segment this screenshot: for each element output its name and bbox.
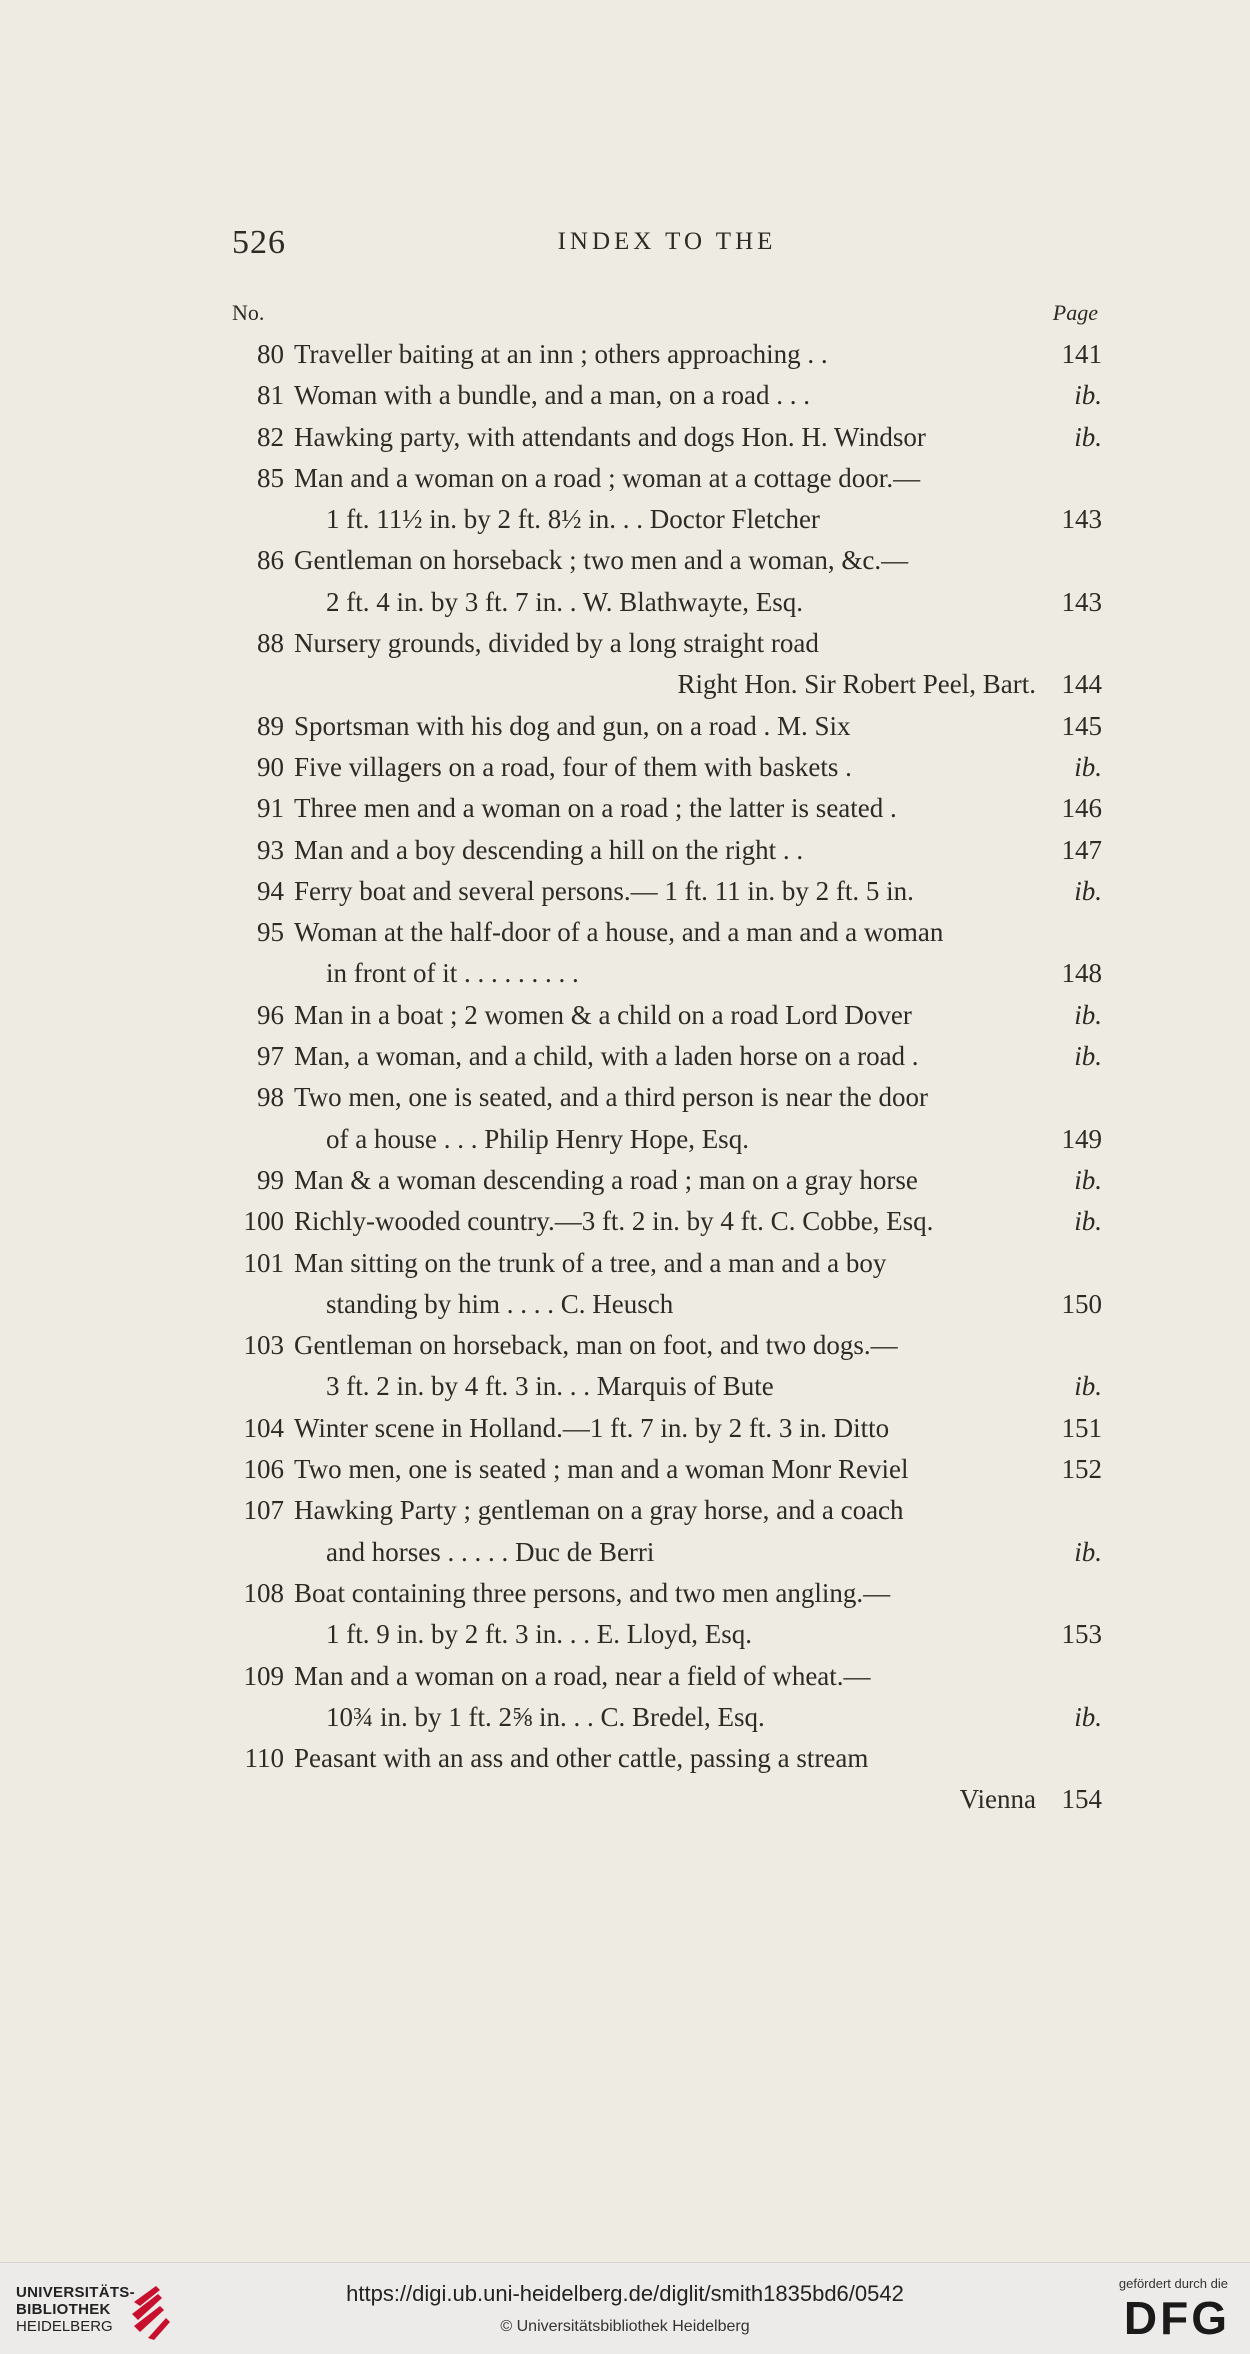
entry-number: 91 [257,793,284,824]
entry-text: 2 ft. 4 in. by 3 ft. 7 in. . W. Blathwayte, Esq. [326,586,803,617]
index-line [232,1325,1102,1366]
entry-text: Gentleman on horseback ; two men and a woman, &c.— [294,545,909,576]
index-line [232,334,1102,375]
entry-text: Vienna [959,1784,1036,1815]
entry-page-ref: 152 [1061,1454,1102,1485]
entry-page-ref: 143 [1061,586,1102,617]
viewer-footer [0,2262,1250,2354]
entry-page-ref: ib. [1074,1041,1102,1072]
entry-text: 10¾ in. by 1 ft. 2⅝ in. . . C. Bredel, Esq. [326,1701,765,1732]
index-entries [232,334,1102,1821]
index-line [232,1201,1102,1242]
column-page-label: Page [1052,300,1098,325]
entry-text: Man sitting on the trunk of a tree, and a man and a boy [294,1247,887,1278]
index-line [232,1573,1102,1614]
entry-text: standing by him . . . . C. Heusch [326,1288,674,1319]
entry-number: 93 [257,834,284,865]
library-name [16,2284,135,2335]
entry-text: Man and a boy descending a hill on the right . . [294,834,804,865]
index-line [232,582,1102,623]
entry-text: Nursery grounds, divided by a long straight road [294,628,819,659]
entry-page-ref: ib. [1074,380,1102,411]
index-line [232,1449,1102,1490]
index-line [232,1532,1102,1573]
library-logo-icon [126,2280,176,2340]
entry-page-ref: ib. [1074,875,1102,906]
entry-text: Sportsman with his dog and gun, on a road . M. Six [294,710,851,741]
entry-text: Woman with a bundle, and a man, on a road . . . [294,380,810,411]
source-url[interactable]: https://digi.ub.uni-heidelberg.de/diglit/smith1835bd6/0542 [346,2281,904,2306]
entry-page-ref: 153 [1061,1619,1102,1650]
entry-page-ref: 149 [1061,1123,1102,1154]
entry-number: 90 [257,751,284,782]
entry-text: Right Hon. Sir Robert Peel, Bart. [677,669,1036,700]
entry-page-ref: 151 [1061,1412,1102,1443]
entry-number: 109 [243,1660,284,1691]
entry-text: Traveller baiting at an inn ; others approaching . . [294,339,828,369]
index-line [232,1738,1102,1779]
index-line [232,1779,1102,1820]
entry-text: 1 ft. 9 in. by 2 ft. 3 in. . . E. Lloyd, Esq. [326,1619,752,1650]
entry-number: 103 [243,1330,284,1361]
index-line [232,871,1102,912]
entry-page-ref: 148 [1061,958,1102,989]
entry-page-ref: 143 [1061,504,1102,535]
entry-page-ref: 145 [1061,710,1102,741]
entry-text: Man, a woman, and a child, with a laden horse on a road . [294,1041,919,1072]
index-line [232,1656,1102,1697]
entry-number: 104 [243,1412,284,1443]
entry-text: Richly-wooded country.—3 ft. 2 in. by 4 ft. C. Cobbe, Esq. [294,1206,934,1237]
entry-text: of a house . . . Philip Henry Hope, Esq. [326,1123,749,1154]
column-no-label: No. [232,300,265,325]
entry-page-ref: 146 [1061,793,1102,824]
index-line [232,995,1102,1036]
entry-number: 85 [257,462,284,493]
index-line [232,1160,1102,1201]
entry-text: Woman at the half-door of a house, and a man and a woman [294,917,944,948]
index-line [232,1366,1102,1407]
index-line [232,458,1102,499]
entry-text: Peasant with an ass and other cattle, passing a stream [294,1743,869,1774]
entry-text: Three men and a woman on a road ; the latter is seated . [294,793,897,824]
entry-page-ref: ib. [1074,1206,1102,1237]
entry-number: 98 [257,1082,284,1113]
entry-number: 86 [257,545,284,576]
index-line [232,664,1102,705]
index-line [232,830,1102,871]
entry-page-ref: ib. [1074,421,1102,452]
entry-number: 101 [243,1247,284,1278]
index-line [232,1490,1102,1531]
entry-page-ref: 144 [1061,669,1102,700]
entry-text: Man and a woman on a road ; woman at a cottage door.— [294,462,921,493]
entry-number: 106 [243,1454,284,1485]
entry-text: and horses . . . . . Duc de Berri [326,1536,655,1567]
entry-text: Man in a boat ; 2 women & a child on a road Lord Dover [294,999,912,1030]
entry-number: 94 [257,875,284,906]
entry-text: Hawking party, with attendants and dogs Hon. H. Windsor [294,421,926,452]
entry-text: Man and a woman on a road, near a field of wheat.— [294,1660,871,1691]
entry-number: 82 [257,421,284,452]
entry-page-ref: 147 [1061,834,1102,865]
index-line [232,417,1102,458]
index-line [232,1284,1102,1325]
entry-number: 107 [243,1495,284,1526]
index-line [232,1408,1102,1449]
entry-page-ref: ib. [1074,1371,1102,1402]
entry-number: 110 [244,1743,284,1774]
entry-number: 99 [257,1164,284,1195]
entry-page-ref: ib. [1074,1701,1102,1732]
entry-page-ref: 141 [1061,339,1102,369]
index-line [232,375,1102,416]
entry-text: Winter scene in Holland.—1 ft. 7 in. by 2 ft. 3 in. Ditto [294,1412,890,1443]
column-headings [232,300,1098,330]
entry-page-ref: ib. [1074,1536,1102,1567]
entry-text: Hawking Party ; gentleman on a gray horse, and a coach [294,1495,904,1526]
index-line [232,499,1102,540]
running-title: INDEX TO THE [557,228,777,255]
entry-number: 95 [257,917,284,948]
index-line [232,953,1102,994]
entry-number: 97 [257,1041,284,1072]
entry-text: Man & a woman descending a road ; man on a gray horse [294,1164,918,1195]
entry-number: 96 [257,999,284,1030]
entry-text: Boat containing three persons, and two men angling.— [294,1577,891,1608]
funder-note: gefördert durch die [1118,2276,1228,2291]
index-line [232,747,1102,788]
index-line [232,912,1102,953]
page-header [232,224,1102,268]
entry-number: 100 [243,1206,284,1237]
entry-page-ref: ib. [1074,1164,1102,1195]
entry-page-ref: 154 [1061,1784,1102,1815]
copyright-notice: © Universitätsbibliothek Heidelberg [500,2318,750,2335]
page-number: 526 [232,224,286,261]
index-line [232,706,1102,747]
entry-text: Gentleman on horseback, man on foot, and two dogs.— [294,1330,898,1361]
entry-text: in front of it . . . . . . . . . [326,958,579,989]
entry-text: Five villagers on a road, four of them with baskets . [294,751,852,782]
entry-number: 81 [257,380,284,411]
entry-text: 1 ft. 11½ in. by 2 ft. 8½ in. . . Doctor Fletcher [326,504,820,535]
entry-page-ref: ib. [1074,751,1102,782]
entry-text: Ferry boat and several persons.— 1 ft. 11 in. by 2 ft. 5 in. [294,875,914,906]
dfg-logo: DFG [1123,2292,1230,2344]
index-line [232,1243,1102,1284]
index-line [232,623,1102,664]
index-line [232,788,1102,829]
library-name-line1: UNIVERSITÄTS- [16,2284,135,2301]
index-line [232,1697,1102,1738]
entry-page-ref: 150 [1061,1288,1102,1319]
index-line [232,1614,1102,1655]
entry-number: 108 [243,1577,284,1608]
entry-number: 88 [257,628,284,659]
entry-text: Two men, one is seated ; man and a woman Monr Reviel [294,1454,909,1485]
entry-text: 3 ft. 2 in. by 4 ft. 3 in. . . Marquis of Bute [326,1371,774,1402]
index-line [232,540,1102,581]
library-name-line3: HEIDELBERG [16,2318,113,2335]
index-line [232,1119,1102,1160]
entry-page-ref: ib. [1074,999,1102,1030]
entry-text: Two men, one is seated, and a third person is near the door [294,1082,928,1113]
index-line [232,1077,1102,1118]
entry-number: 80 [257,339,284,369]
index-line [232,1036,1102,1077]
entry-number: 89 [257,710,284,741]
library-name-line2: BIBLIOTHEK [16,2301,111,2318]
